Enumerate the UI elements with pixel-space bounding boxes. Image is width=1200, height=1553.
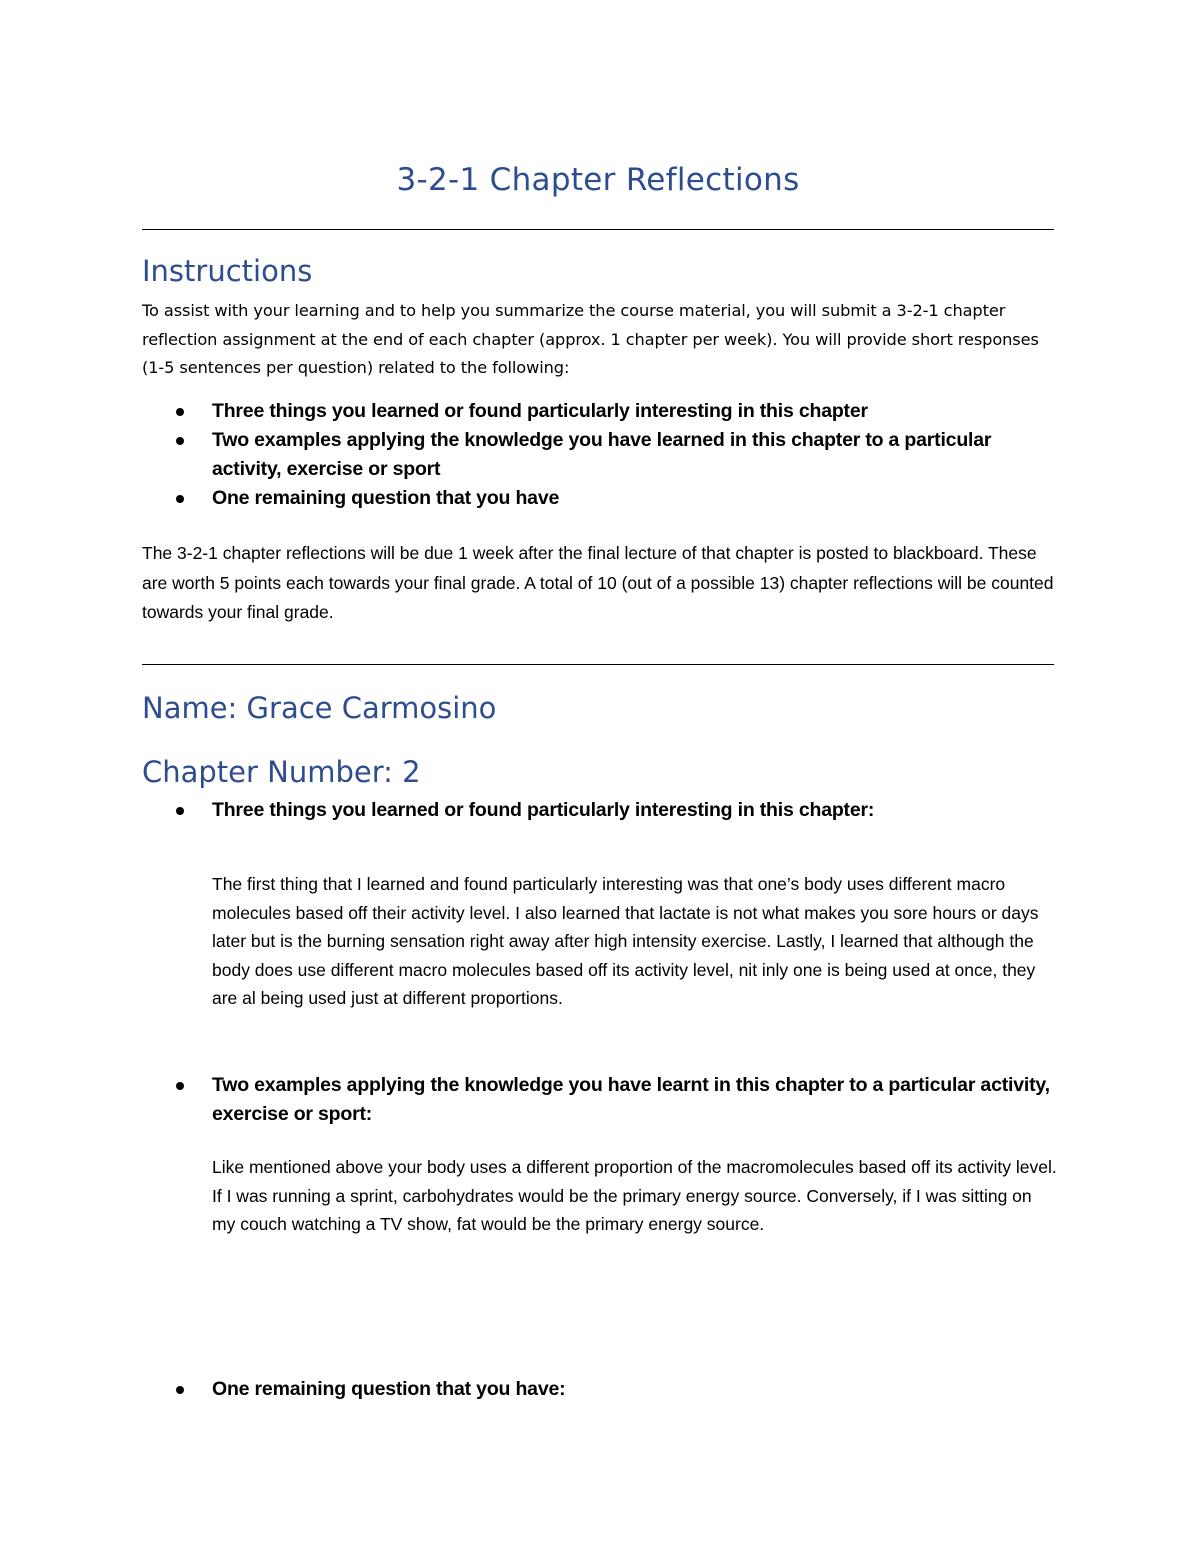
- question-prompt: Two examples applying the knowledge you have learnt in this chapter to a particular activity, exercise or sport:: [142, 1071, 1054, 1129]
- question-block: [142, 1375, 1054, 1424]
- instructions-heading: Instructions: [142, 254, 313, 288]
- bullet-icon: [176, 408, 184, 416]
- question-prompt: Three things you learned or found particularly interesting in this chapter:: [142, 796, 1054, 825]
- bullet-icon: [176, 1082, 184, 1090]
- question-answer: The first thing that I learned and found particularly interesting was that one’s body uses different macro molecules based off their activity level. I also learned that lactate is not what makes you sore hours or days later but is the burning sensation right away after high intensity exercise. Lastly, I learned that although the body does use different macro molecules based off its activity level, nit inly one is being used at once, they are al being used just at different proportions.: [212, 874, 1039, 1008]
- section-divider: [142, 664, 1054, 665]
- student-name: Name: Grace Carmosino: [142, 691, 497, 725]
- bullet-icon: [176, 807, 184, 815]
- question-answer: Like mentioned above your body uses a different proportion of the macromolecules based off its activity level. If I was running a sprint, carbohydrates would be the primary energy source. Conversely, if I was sitting on my couch watching a TV show, fat would be the primary energy source.: [212, 1157, 1057, 1234]
- instructions-item: Three things you learned or found particularly interesting in this chapter: [142, 397, 1054, 426]
- bullet-icon: [176, 495, 184, 503]
- instructions-list: [142, 397, 1054, 513]
- document-title: 3-2-1 Chapter Reflections: [396, 162, 800, 198]
- instructions-intro: To assist with your learning and to help you summarize the course material, you will submit a 3-2-1 chapter reflection assignment at the end of each chapter (approx. 1 chapter per week). You will provide short responses (1-5 sentences per question) related to the following:: [142, 301, 1039, 377]
- question-block: [142, 796, 1054, 1030]
- question-prompt: One remaining question that you have:: [142, 1375, 1054, 1404]
- question-block: [142, 1071, 1057, 1256]
- title-divider: [142, 229, 1054, 230]
- instructions-item: Two examples applying the knowledge you have learned in this chapter to a particular activity, exercise or sport: [142, 426, 1054, 484]
- instructions-item: One remaining question that you have: [142, 484, 1054, 513]
- bullet-icon: [176, 1386, 184, 1394]
- bullet-icon: [176, 437, 184, 445]
- chapter-number: Chapter Number: 2: [142, 755, 421, 789]
- due-note: The 3-2-1 chapter reflections will be due 1 week after the final lecture of that chapter is posted to blackboard. These are worth 5 points each towards your final grade. A total of 10 (out of a possible 13) chapter reflections will be counted towards your final grade.: [142, 543, 1054, 622]
